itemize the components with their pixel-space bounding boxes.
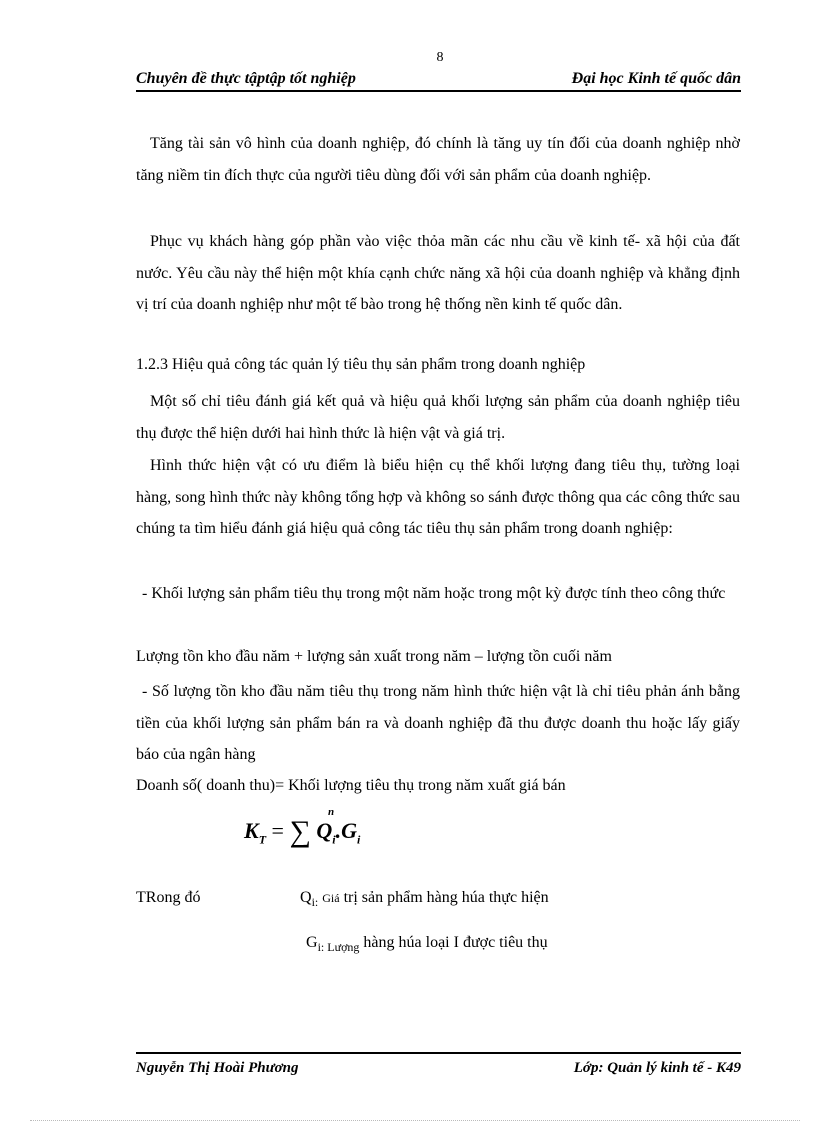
paragraph-physical-form: Hình thức hiện vật có ưu điểm là biểu hiện cụ thể khối lượng đang tiêu thụ, tường loại hàng, song hình thức này không tổng hợp và không so sánh được thông qua các công thức sau chúng ta tìm hiểu đánh giá hiệu quả công tác tiêu thụ sản phẩm trong doanh nghiệp:	[136, 457, 740, 538]
paragraph-customer-service: Phục vụ khách hàng góp phần vào việc thỏa mãn các nhu cầu về kinh tế- xã hội của đất nước. Yêu cầu này thể hiện một khía cạnh chức năng xã hội của doanh nghiệp và khẳng định vị trí của doanh nghiệp như một tế bào trong hệ thống nền kinh tế quốc dân.	[136, 233, 740, 314]
page-footer	[136, 1052, 741, 1084]
formula-lhs-sub: T	[258, 832, 267, 847]
page-header	[136, 68, 741, 92]
formula-lhs: K	[244, 818, 259, 843]
paragraph-inventory-bullet: - Số lượng tồn kho đầu năm tiêu thụ trong năm hình thức hiện vật là chỉ tiêu phản ánh bằng tiền của khối lượng sản phẩm bán ra và doanh nghiệp đã thu được doanh thu hoặc lấy giấy báo của ngân hàng	[136, 683, 740, 764]
formula-term-q-sub: i	[332, 832, 336, 847]
q-small-text: Giá	[322, 891, 340, 905]
g-symbol: G	[306, 934, 318, 951]
revenue-line: Doanh số( doanh thu)= Khối lượng tiêu thụ trong năm xuất giá bán	[136, 777, 566, 794]
where-g-definition	[306, 934, 548, 955]
footer-author: Nguyễn Thị Hoài Phương	[136, 1060, 299, 1076]
q-subscript: i:	[311, 895, 319, 910]
g-small-text: : Lượng	[320, 940, 360, 955]
paragraph-intangible-assets: Tăng tài sản vô hình của doanh nghiệp, đó chính là tăng uy tín đối của doanh nghiệp nhờ tăng niềm tin đích thực của người tiêu dùng đối với sản phẩm của doanh nghiệp.	[136, 135, 740, 184]
sum-symbol: ∑	[289, 815, 311, 848]
formula-dot: .	[335, 818, 342, 843]
header-right-title: Đại học Kinh tế quốc dân	[571, 70, 741, 87]
footer-class: Lớp: Quản lý kinh tế - K49	[573, 1060, 741, 1076]
header-left-title: Chuyên đề thực tậptập tốt nghiệp	[136, 70, 356, 87]
inventory-formula-line: Lượng tồn kho đầu năm + lượng sản xuất trong năm – lượng tồn cuối năm	[136, 648, 612, 665]
formula-term-q: Q	[316, 818, 333, 843]
page-edge-divider	[30, 1120, 800, 1121]
q-description: trị sản phẩm hàng húa thực hiện	[343, 889, 549, 906]
formula-term-g-sub: i	[356, 832, 361, 847]
where-q-definition	[300, 889, 549, 910]
formula-equals: =	[271, 818, 284, 843]
where-label: TRong đó	[136, 889, 201, 906]
revenue-formula	[244, 806, 361, 848]
q-symbol: Q	[300, 889, 312, 906]
g-description: hàng húa loại I được tiêu thụ	[363, 934, 548, 951]
section-heading: 1.2.3 Hiệu quả công tác quản lý tiêu thụ sản phẩm trong doanh nghiệp	[136, 356, 586, 373]
page-number: 8	[436, 50, 444, 65]
formula-term-g: G	[341, 818, 357, 843]
paragraph-volume-bullet: - Khối lượng sản phẩm tiêu thụ trong một năm hoặc trong một kỳ được tính theo công thức	[142, 585, 726, 602]
paragraph-indicators: Một số chỉ tiêu đánh giá kết quả và hiệu quả khối lượng sản phẩm của doanh nghiệp tiêu thụ được thể hiện dưới hai hình thức là hiện vật và giá trị.	[136, 393, 740, 442]
g-subscript: i	[317, 940, 321, 955]
sum-upper-limit: n	[328, 806, 335, 818]
